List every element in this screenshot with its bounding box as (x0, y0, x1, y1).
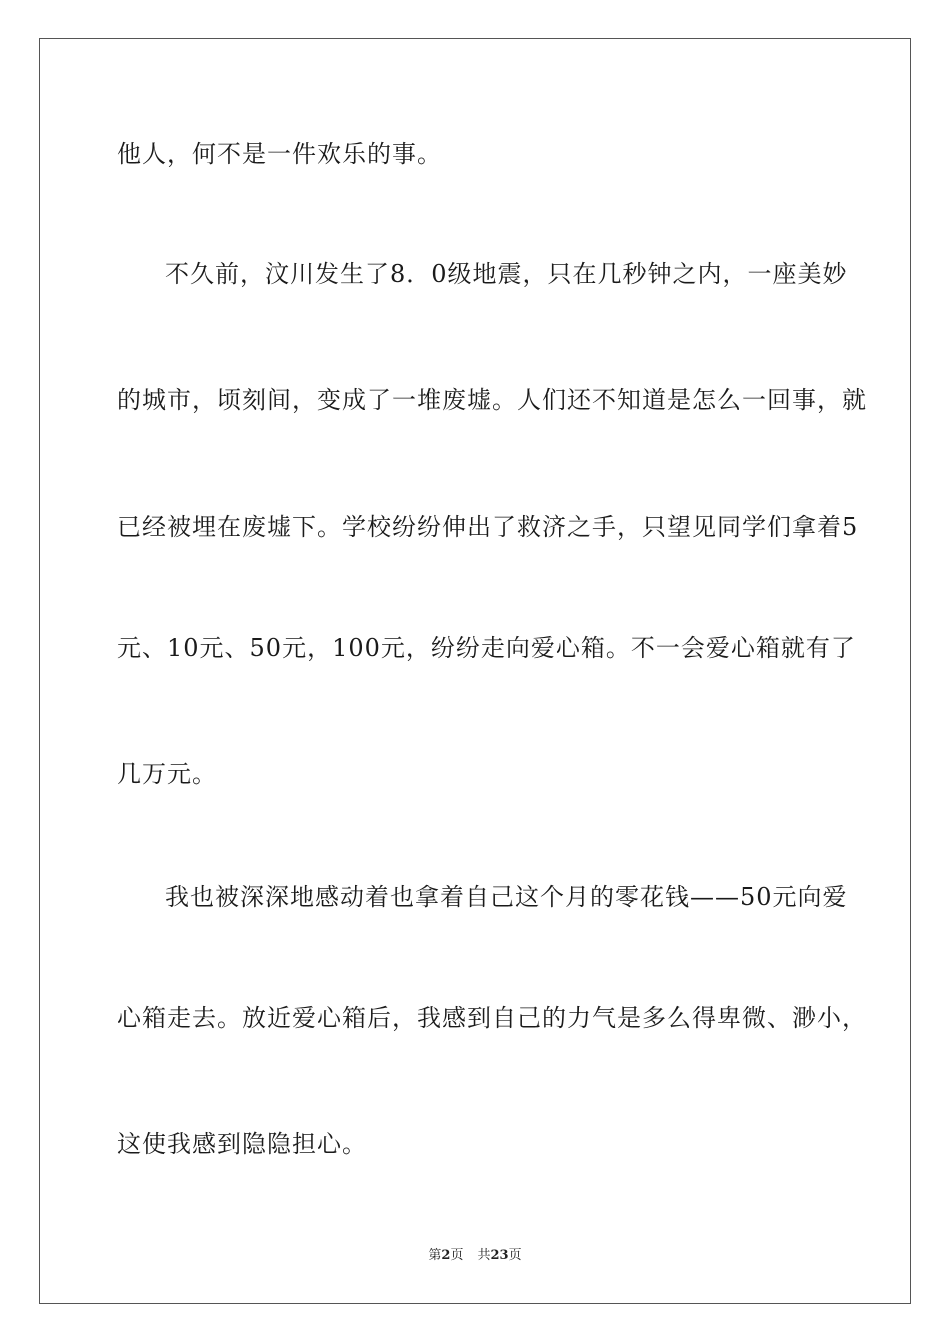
footer-total-prefix: 共 (477, 1248, 491, 1263)
text-line-7: 我也被深深地感动着也拿着自己这个月的零花钱——50元向爱 (165, 883, 848, 911)
text-line-9: 这使我感到隐隐担心。 (117, 1130, 367, 1158)
footer-page-number: 2 (441, 1248, 451, 1263)
text-line-2: 不久前，汶川发生了8．0级地震，只在几秒钟之内，一座美妙 (165, 260, 848, 288)
text-line-8: 心箱走去。放近爱心箱后，我感到自己的力气是多么得卑微、渺小， (117, 1004, 867, 1032)
page-border (39, 38, 911, 1304)
footer-total-suffix: 页 (508, 1248, 522, 1263)
text-line-5: 元、10元、50元，100元，纷纷走向爱心箱。不一会爱心箱就有了 (117, 634, 856, 662)
text-line-6: 几万元。 (117, 760, 217, 788)
footer-page-prefix: 第 (428, 1248, 442, 1263)
text-line-4: 已经被埋在废墟下。学校纷纷伸出了救济之手，只望见同学们拿着5 (117, 513, 859, 541)
text-line-3: 的城市，顷刻间，变成了一堆废墟。人们还不知道是怎么一回事，就 (117, 386, 867, 414)
footer-total-pages: 23 (490, 1248, 509, 1263)
page-footer (0, 1247, 950, 1265)
footer-page-suffix: 页 (450, 1248, 464, 1263)
text-line-1: 他人，何不是一件欢乐的事。 (117, 140, 442, 168)
